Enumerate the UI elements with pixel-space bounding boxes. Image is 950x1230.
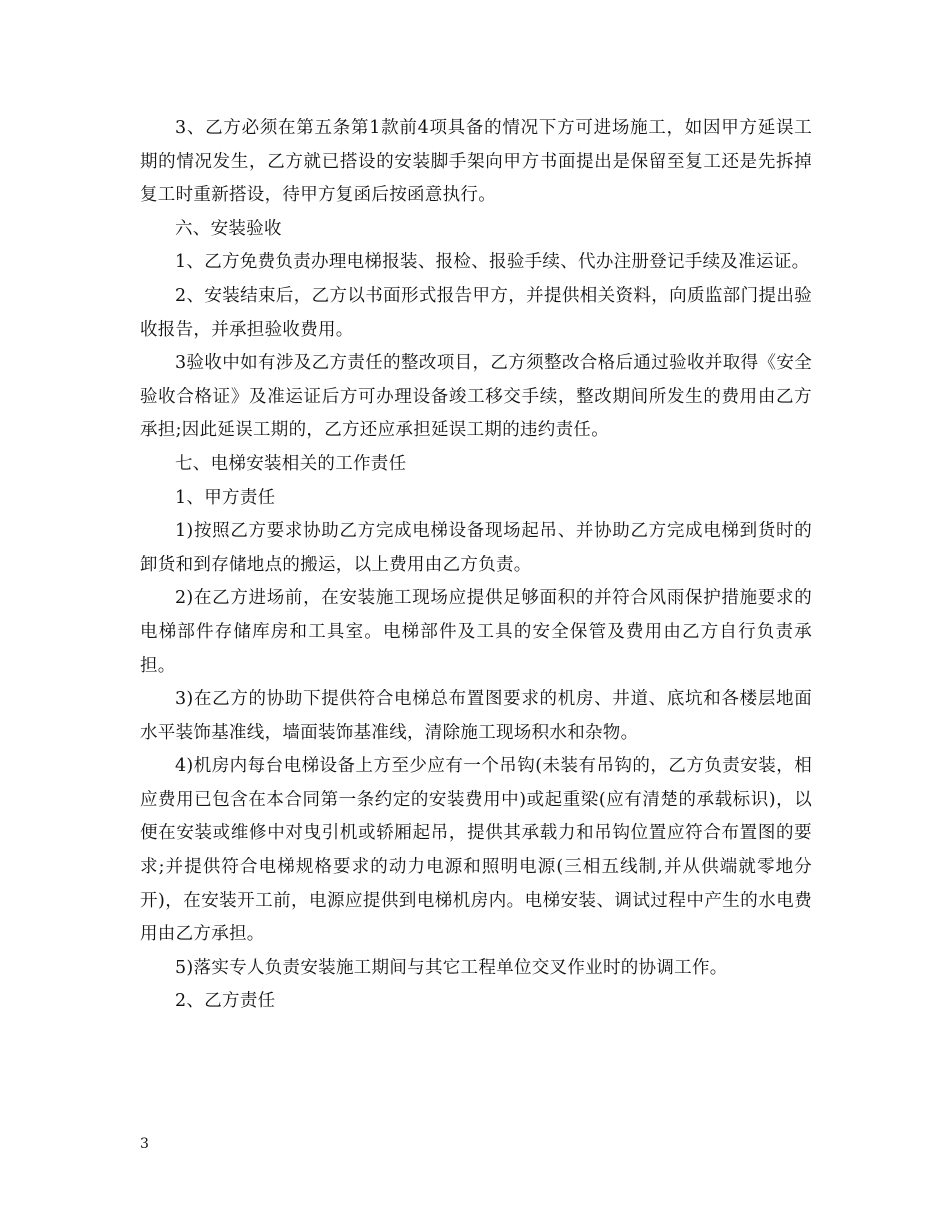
section-heading-work-responsibilities: 七、电梯安装相关的工作责任: [175, 453, 407, 474]
paragraph-clause-3-entry: 3、乙方必须在第五条第1款前4项具备的情况下方可进场施工，如因甲方延误工期的情况发生，乙方就已搭设的安装脚手架向甲方书面提出是保留至复工还是先拆掉复工时重新搭设，待甲方复函后按函意执行。: [140, 118, 812, 206]
paragraph-acceptance-3: 3验收中如有涉及乙方责任的整改项目，乙方须整改合格后通过验收并取得《安全验收合格证》及准运证后方可办理设备竣工移交手续，整改期间所发生的费用由乙方承担;因此延误工期的，乙方还应承担延误工期的违约责任。: [140, 353, 812, 441]
paragraph-party-a-item-3: 3)在乙方的协助下提供符合电梯总布置图要求的机房、井道、底坑和各楼层地面水平装饰基准线，墙面装饰基准线，清除施工现场积水和杂物。: [140, 689, 812, 743]
paragraph-party-a-item-2: 2)在乙方进场前，在安装施工现场应提供足够面积的并符合风雨保护措施要求的电梯部件存储库房和工具室。电梯部件及工具的安全保管及费用由乙方自行负责承担。: [140, 588, 812, 676]
section-heading-installation-acceptance: 六、安装验收: [175, 218, 282, 239]
subheading-party-b-responsibilities: 2、乙方责任: [175, 991, 276, 1012]
paragraph-acceptance-1: 1、乙方免费负责办理电梯报装、报检、报验手续、代办注册登记手续及准运证。: [175, 252, 810, 273]
paragraph-party-a-item-5: 5)落实专人负责安装施工期间与其它工程单位交叉作业时的协调工作。: [175, 957, 728, 978]
document-body: [140, 112, 812, 1019]
subheading-party-a-responsibilities: 1、甲方责任: [175, 487, 276, 508]
paragraph-party-a-item-1: 1)按照乙方要求协助乙方完成电梯设备现场起吊、并协助乙方完成电梯到货时的卸货和到存储地点的搬运，以上费用由乙方负责。: [140, 521, 812, 575]
page-number: 3: [140, 1136, 149, 1152]
paragraph-acceptance-2: 2、安装结束后，乙方以书面形式报告甲方，并提供相关资料，向质监部门提出验收报告，并承担验收费用。: [140, 285, 812, 340]
paragraph-party-a-item-4: 4)机房内每台电梯设备上方至少应有一个吊钩(未装有吊钩的，乙方负责安装，相应费用已包含在本合同第一条约定的安装费用中)或起重梁(应有清楚的承载标识)，以便在安装或维修中对曳引机或轿厢起吊，提供其承载力和吊钩位置应符合布置图的要求;并提供符合电梯规格要求的动力电源和照明电源(三相五线制,并从供端就零地分开)，在安装开工前，电源应提供到电梯机房内。电梯安装、调试过程中产生的水电费用由乙方承担。: [140, 756, 812, 945]
